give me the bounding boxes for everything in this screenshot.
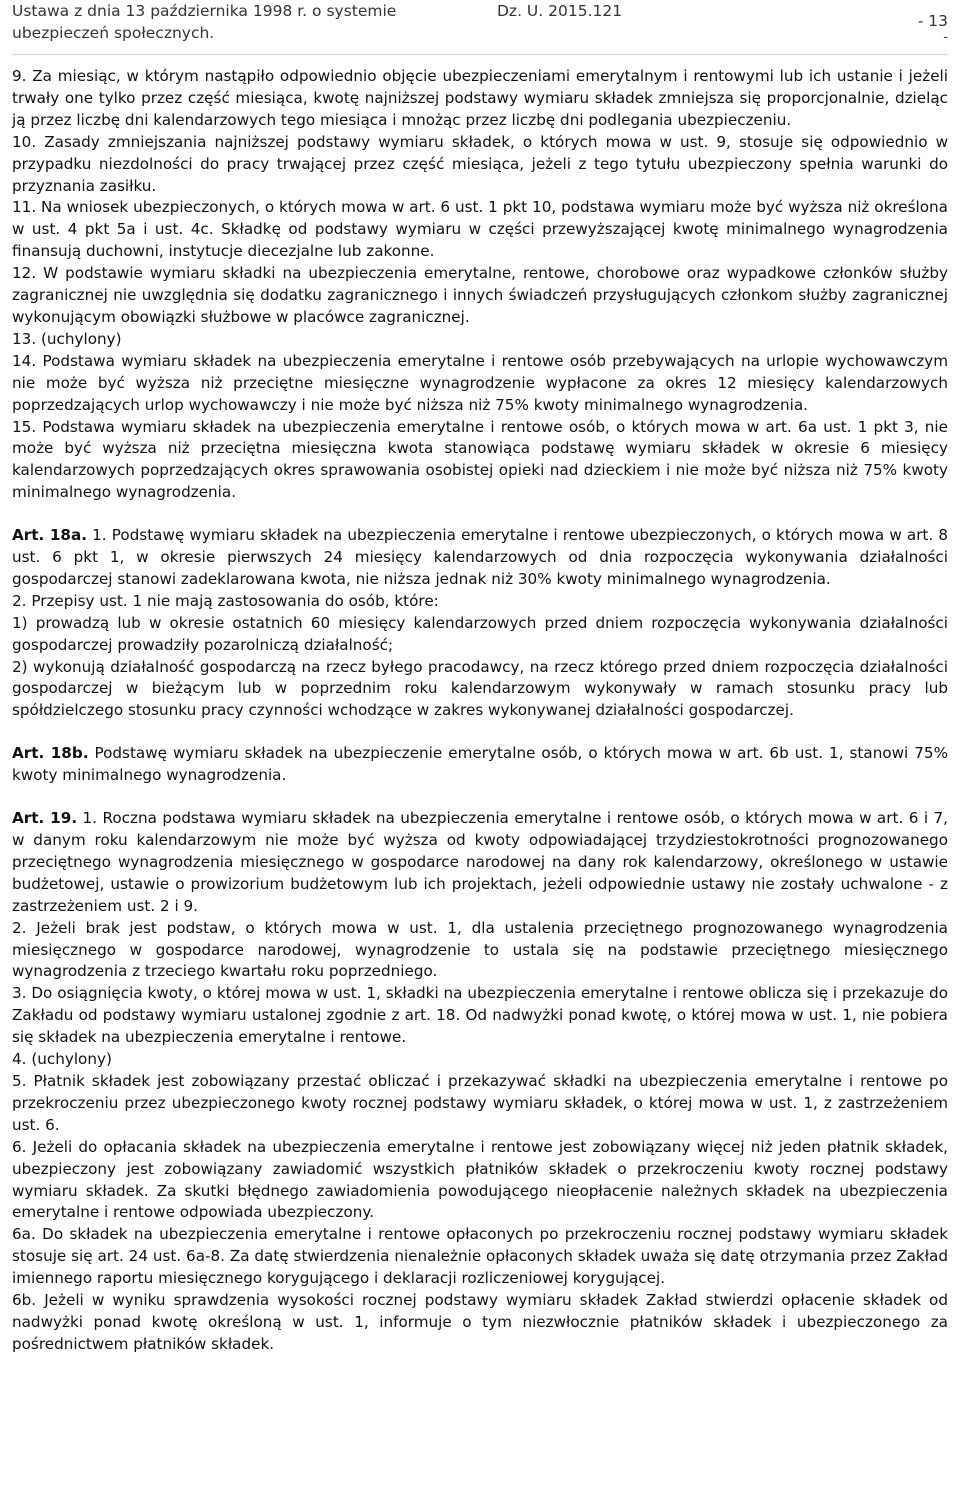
- header-citation: Dz. U. 2015.121: [497, 2, 623, 20]
- paragraph: [12, 1137, 948, 1225]
- paragraph-text: 15. Podstawa wymiaru składek na ubezpieczenia emerytalne i rentowe osób, o których mowa w art. 6a ust. 1 pkt 3, nie może być wyższa niż przeciętna miesięczna kwota stanowiąca podstawę wymiaru składek w okresie 6 miesięcy kalendarzowych poprzedzających okres sprawowania osobistej opieki nad dzieckiem i nie może być niższa niż 75% kwoty minimalnego wynagrodzenia.: [12, 417, 948, 502]
- paragraph-text: 6b. Jeżeli w wyniku sprawdzenia wysokości rocznej podstawy wymiaru składek Zakład stwierdzi opłacenie składek od nadwyżki ponad kwotę określoną w ust. 1, informuje o tym niezwłocznie płatników składek i ubezpieczonego za pośrednictwem płatników składek.: [12, 1291, 948, 1353]
- page-header: [12, 0, 948, 55]
- paragraph-text: 11. Na wniosek ubezpieczonych, o których mowa w art. 6 ust. 1 pkt 10, podstawa wymiaru może być wyższa niż określona w ust. 4 pkt 5a i ust. 4c. Składkę od podstawy wymiaru w części przewyższającej kwotę minimalnego wynagrodzenia finansują duchowni, instytucje diecezjalne lub zakonne.: [12, 198, 948, 261]
- paragraph: [12, 329, 948, 351]
- article-paragraph: [12, 525, 948, 591]
- paragraph: [12, 983, 948, 1049]
- paragraph: [12, 66, 948, 132]
- paragraph-text: 6a. Do składek na ubezpieczenia emerytalne i rentowe opłaconych po przekroczeniu rocznej podstawy wymiaru składek stosuje się art. 24 ust. 6a-8. Za datę stwierdzenia nienależnie opłaconych składek uważa się datę otrzymania przez Zakład imiennego raportu miesięcznego korygującego i deklaracji rozliczeniowej korygującej.: [12, 1225, 948, 1288]
- page-number-dash: -: [943, 30, 948, 45]
- paragraph: [12, 1071, 948, 1137]
- paragraph: [12, 613, 948, 657]
- header-act-title-continued: ubezpieczeń społecznych.: [12, 24, 215, 42]
- document-body: [0, 55, 960, 1356]
- page-number: - 13: [917, 12, 948, 30]
- paragraph-text: 6. Jeżeli do opłacania składek na ubezpieczenia emerytalne i rentowe jest zobowiązany więcej niż jeden płatnik składek, ubezpieczony jest zobowiązany zawiadomić wszystkich płatników składek o przekroczeniu kwoty rocznej podstawy wymiaru składek. Za skutki błędnego zawiadomienia powodującego nieopłacenie należnych składek na ubezpieczenia emerytalne i rentowe odpowiada ubezpieczony.: [12, 1137, 948, 1222]
- paragraph: [12, 1290, 948, 1356]
- article-paragraph: [12, 743, 948, 787]
- paragraph: [12, 1049, 948, 1071]
- paragraph-text: 14. Podstawa wymiaru składek na ubezpieczenia emerytalne i rentowe osób przebywających na urlopie wychowawczym nie może być wyższa niż przeciętne miesięczne wynagrodzenie wypłacone za okres 12 miesięcy kalendarzowych poprzedzających urlop wychowawczy i nie może być niższa niż 75% kwoty minimalnego wynagrodzenia.: [12, 351, 948, 414]
- paragraph-spacer: [12, 787, 948, 808]
- paragraph: [12, 132, 948, 198]
- paragraph: [12, 417, 948, 505]
- paragraph-text: 5. Płatnik składek jest zobowiązany przestać obliczać i przekazywać składki na ubezpieczenia emerytalne i rentowe po przekroczeniu przez ubezpieczonego kwoty rocznej podstawy wymiaru składek, o której mowa w ust. 1, z zastrzeżeniem ust. 6.: [12, 1071, 948, 1134]
- paragraph-text: 9. Za miesiąc, w którym nastąpiło odpowiednio objęcie ubezpieczeniami emerytalnym i rentowymi lub ich ustanie i jeżeli trwały one tylko przez część miesiąca, kwotę najniższej podstawy wymiaru składek zmniejsza się proporcjonalnie, dzieląc ją przez liczbę dni kalendarzowych tego miesiąca i mnożąc przez liczbę dni podlegania ubezpieczeniu.: [12, 67, 948, 129]
- article-heading: Art. 18b.: [12, 744, 89, 763]
- header-act-title: Ustawa z dnia 13 października 1998 r. o systemie: [12, 2, 397, 20]
- article-heading: Art. 18a.: [12, 526, 88, 545]
- paragraph: [12, 591, 948, 613]
- paragraph: [12, 1224, 948, 1290]
- paragraph: [12, 351, 948, 417]
- article-paragraph: [12, 808, 948, 918]
- paragraph-text: 1. Roczna podstawa wymiaru składek na ubezpieczenia emerytalne i rentowe osób, o których mowa w art. 6 i 7, w danym roku kalendarzowym nie może być wyższa od kwoty odpowiadającej trzydziestokrotności prognozowanego przeciętnego wynagrodzenia miesięcznego w gospodarce narodowej na dany rok kalendarzowy, określonego w ustawie budżetowej, ustawie o prowizorium budżetowym lub ich projektach, jeżeli odpowiednie ustawy nie zostały uchwalone - z zastrzeżeniem ust. 2 i 9.: [12, 809, 948, 915]
- paragraph: [12, 918, 948, 984]
- paragraph-text: 10. Zasady zmniejszania najniższej podstawy wymiaru składek, o których mowa w ust. 9, stosuje się odpowiednio w przypadku niezdolności do pracy trwającej przez część miesiąca, jeżeli z tego tytułu ubezpieczony spełnia warunki do przyznania zasiłku.: [12, 132, 948, 195]
- paragraph-spacer: [12, 504, 948, 525]
- paragraph-text: 1. Podstawę wymiaru składek na ubezpieczenia emerytalne i rentowe ubezpieczonych, o których mowa w art. 8 ust. 6 pkt 1, w okresie pierwszych 24 miesięcy kalendarzowych od dnia rozpoczęcia wykonywania działalności gospodarczej stanowi zadeklarowana kwota, nie niższa jednak niż 30% kwoty minimalnego wynagrodzenia.: [12, 526, 948, 588]
- paragraph-text: 13. (uchylony): [12, 329, 122, 348]
- paragraph-text: 2. Przepisy ust. 1 nie mają zastosowania do osób, które:: [12, 591, 439, 610]
- paragraph-text: 2. Jeżeli brak jest podstaw, o których mowa w ust. 1, dla ustalenia przeciętnego prognozowanego wynagrodzenia miesięcznego w gospodarce narodowej, wynagrodzenie to ustala się na podstawie przeciętnego miesięcznego wynagrodzenia z trzeciego kwartału roku poprzedniego.: [12, 918, 948, 981]
- paragraph-text: Podstawę wymiaru składek na ubezpieczenie emerytalne osób, o których mowa w art. 6b ust. 1, stanowi 75% kwoty minimalnego wynagrodzenia.: [12, 744, 949, 785]
- paragraph-text: 1) prowadzą lub w okresie ostatnich 60 miesięcy kalendarzowych przed dniem rozpoczęcia wykonywania działalności gospodarczej prowadziły pozarolniczą działalność;: [12, 613, 948, 654]
- paragraph: [12, 197, 948, 263]
- paragraph-spacer: [12, 722, 948, 743]
- paragraph-text: 12. W podstawie wymiaru składki na ubezpieczenia emerytalne, rentowe, chorobowe oraz wypadkowe członków służby zagranicznej nie uwzględnia się dodatku zagranicznego i innych świadczeń przysługujących członkom służby zagranicznej wykonującym obowiązki służbowe w placówce zagranicznej.: [12, 264, 948, 326]
- paragraph-text: 2) wykonują działalność gospodarczą na rzecz byłego pracodawcy, na rzecz którego przed dniem rozpoczęcia działalności gospodarczej w bieżącym lub w poprzednim roku kalendarzowym wykonywały w ramach stosunku pracy lub spółdzielczego stosunku pracy czynności wchodzące w zakres wykonywanej działalności gospodarczej.: [12, 657, 948, 720]
- article-heading: Art. 19.: [12, 809, 78, 828]
- paragraph-text: 3. Do osiągnięcia kwoty, o której mowa w ust. 1, składki na ubezpieczenia emerytalne i rentowe oblicza się i przekazuje do Zakładu od podstawy wymiaru ustalonej zgodnie z art. 18. Od nadwyżki ponad kwotę, o której mowa w ust. 1, nie pobiera się składek na ubezpieczenia emerytalne i rentowe.: [12, 984, 948, 1047]
- paragraph-text: 4. (uchylony): [12, 1050, 112, 1069]
- paragraph: [12, 657, 948, 723]
- paragraph: [12, 263, 948, 329]
